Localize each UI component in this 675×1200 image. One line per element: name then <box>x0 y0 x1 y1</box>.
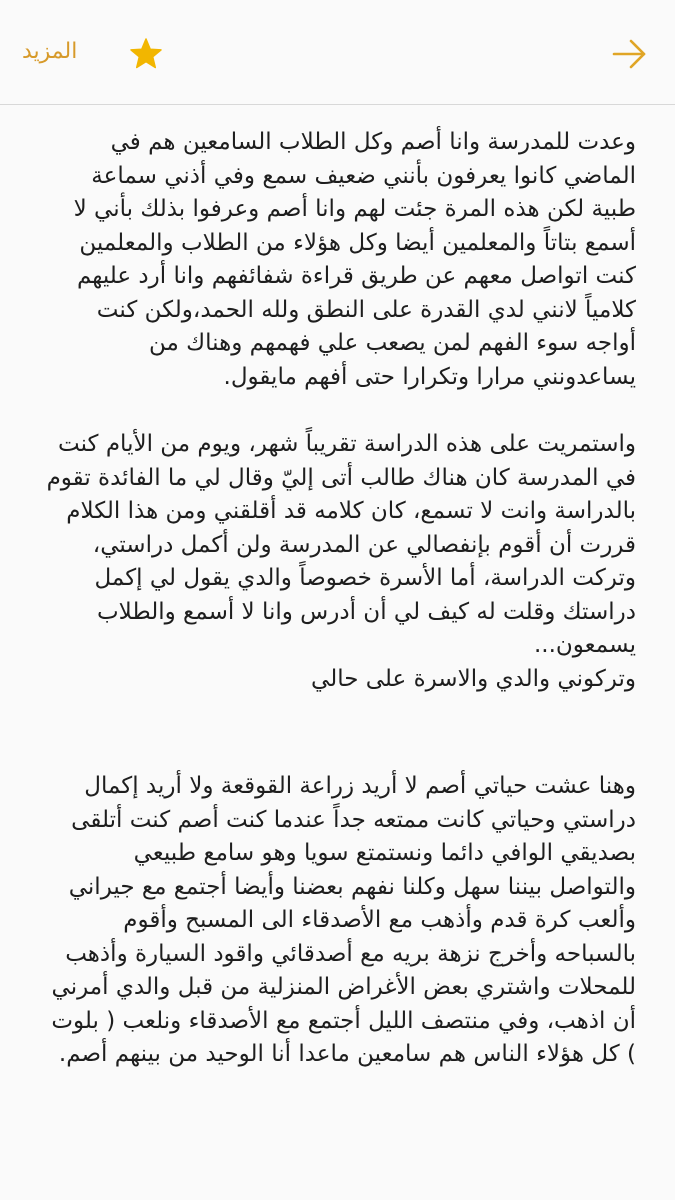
paragraph: وعدت للمدرسة وانا أصم وكل الطلاب السامعين هم في الماضي كانوا يعرفون بأنني ضعيف سمع وفي أذني سماعة طبية لكن هذه المرة جئت لهم وانا أصم وعرفوا بذلك بأني لا أسمع بتاتاً والمعلمين أيضا وكل هؤلاء من الطلاب والمعلمين كنت اتواصل معهم عن طريق قراءة شفائفهم وانا أرد عليهم كلامياً لانني لدي القدرة على النطق ولله الحمد،ولكن كنت أواجه سوء الفهم لمن يصعب علي فهمهم وهناك من يساعدونني مرارا وتكرارا حتى أفهم مايقول. <box>73 129 636 390</box>
paragraph: وهنا عشت حياتي أصم لا أريد زراعة القوقعة ولا أريد إكمال دراستي وحياتي كانت ممتعه جداً عندما كنت أصم كنت أتلقى بصديقي الوافي دائما ونستمتع سويا وهو سامع طبيعي والتواصل بيننا سهل وكلنا نفهم بعضنا وأيضا أجتمع مع جيراني وألعب كرة قدم وأذهب مع الأصدقاء الى المسبح وأقوم بالسباحه وأخرج نزهة بريه مع أصدقائي واقود السيارة وأذهب للمحلات واشتري بعض الأغراض المنزلية من قبل والدي أمرني أن اذهب، وفي منتصف الليل أجتمع مع الأصدقاء ونلعب ( بلوت ) كل هؤلاء الناس هم سامعين ماعدا أنا الوحيد من بينهم أصم. <box>51 773 636 1067</box>
back-button[interactable] <box>610 36 650 72</box>
star-icon <box>128 36 164 72</box>
paragraph: واستمريت على هذه الدراسة تقريباً شهر، ويوم من الأيام كنت في المدرسة كان هناك طالب أتى إليّ وقال لي ما الفائدة تقوم بالدراسة وانت لا تسمع، كان كلامه قد أقلقني ومن هذا الكلام قررت أن أقوم بإنفصالي عن المدرسة ولن أكمل دراستي، وتركت الدراسة، أما الأسرة خصوصاً والدي يقول لي إكمل دراستك وقلت له كيف لي أن أدرس وانا لا أسمع والطلاب يسمعون... وتركوني والدي والاسرة على حالي <box>46 431 636 692</box>
more-button[interactable]: المزيد <box>22 39 78 64</box>
paragraph-spacer <box>40 394 636 428</box>
arrow-right-icon <box>610 36 650 72</box>
favorite-button[interactable] <box>128 36 164 72</box>
top-toolbar <box>0 0 675 105</box>
paragraph-spacer <box>40 696 636 770</box>
article-body <box>40 126 636 1072</box>
